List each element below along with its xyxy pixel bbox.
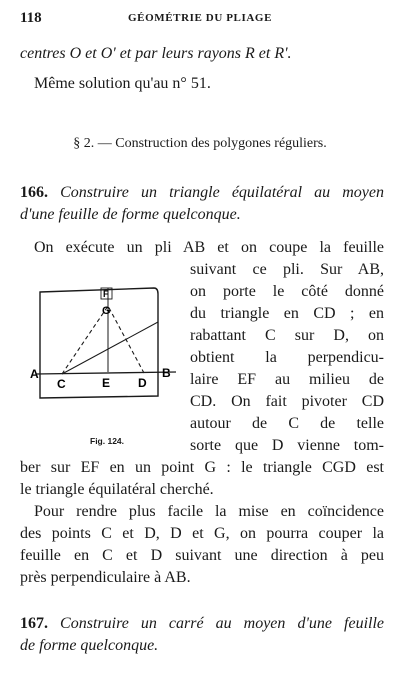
body-line-5: rabattant C sur D, on [190,327,384,344]
page-header [20,10,380,28]
fold-line-ab [36,372,176,374]
paragraph-167-title-b: de forme quelconque. [20,637,159,654]
page-number: 118 [20,10,42,26]
label-b: B [162,366,171,380]
label-c: C [57,377,66,391]
label-g: G [102,305,111,317]
body-line-11: ber sur EF en un point G : le triangle CGD est [20,459,384,476]
label-d: D [138,376,147,390]
paragraph-166-title-text: Construire un triangle équilatéral au moyen [60,184,384,201]
label-f: F [103,289,109,299]
body-line-16: près perpendiculaire à AB. [20,569,191,586]
figure-caption: Fig. 124. [90,436,125,446]
body-line-8: CD. On fait pivoter CD [190,393,384,410]
paragraph-number-166: 166. [20,184,48,201]
figure-124 [28,282,188,432]
body-line-9: autour de C de telle [190,415,384,432]
paragraph-167-title-text: Construire un carré au moyen d'une feuille [60,615,384,632]
body-line-14: des points C et D, D et G, on pourra couper la [20,525,384,542]
body-line-7: laire EF au milieu de [190,371,384,388]
label-e: E [102,376,111,390]
body-line-12: le triangle équilatéral cherché. [20,481,214,498]
body-line-4: du triangle en CD ; en [190,305,384,322]
section-heading: § 2. — Construction des polygones réguliers. [73,136,327,151]
text-line-2: Même solution qu'au n° 51. [34,75,211,92]
body-line-1: On exécute un pli AB et on coupe la feuille [34,239,384,256]
body-line-10: sorte que D vienne tom- [190,437,384,454]
body-line-2: suivant ce pli. Sur AB, [190,261,384,278]
text-line-1: centres O et O' et par leurs rayons R et R'. [20,45,292,62]
pivot-line [62,322,158,374]
paragraph-167-title-a [20,614,384,634]
body-line-3: on porte le côté donné [190,283,384,300]
running-title: GÉOMÉTRIE DU PLIAGE [127,12,273,24]
body-line-15: feuille en C et D suivant une direction à peu [20,547,384,564]
paragraph-166-title-a [20,183,384,203]
paragraph-number-167: 167. [20,615,48,632]
label-a: A [30,367,39,381]
paragraph-166-title-b: d'une feuille de forme quelconque. [20,206,241,223]
body-line-6: obtient la perpendicu- [190,349,384,366]
body-line-13: Pour rendre plus facile la mise en coïncidence [34,503,384,520]
